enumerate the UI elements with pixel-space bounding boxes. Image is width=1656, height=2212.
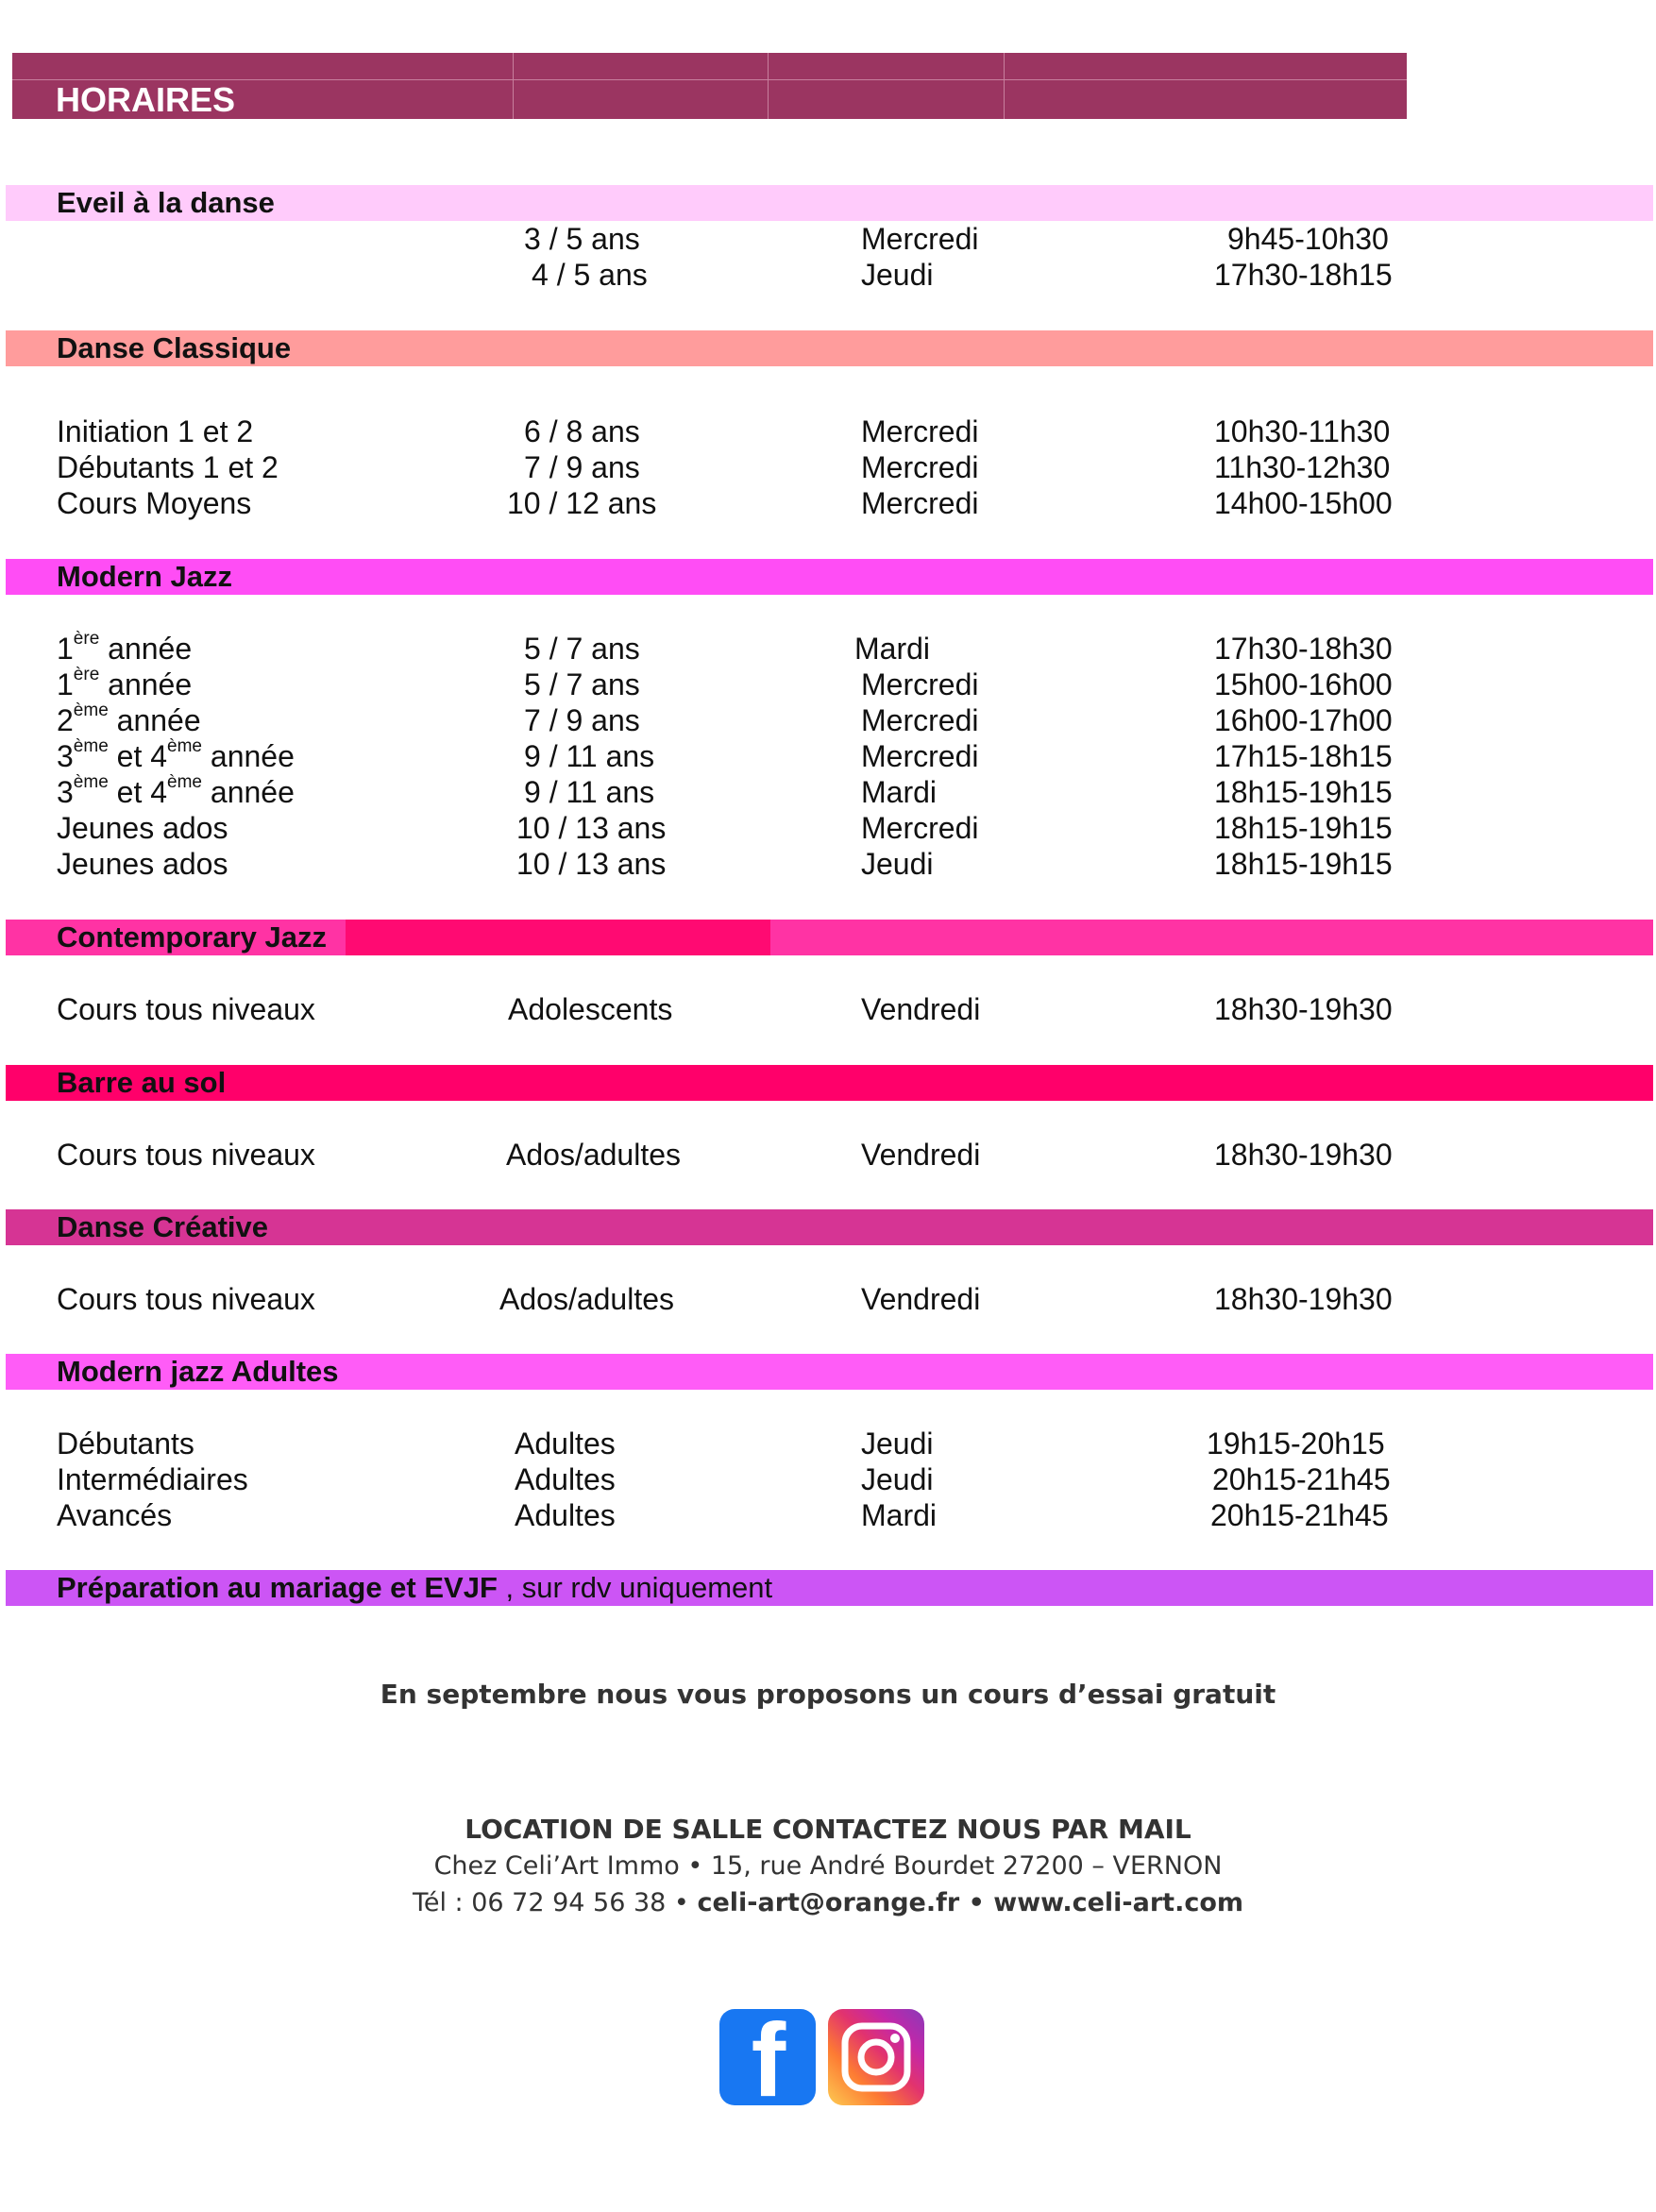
time: 14h00-15h00 [1214,486,1393,520]
schedule-row [0,667,1656,702]
time: 18h15-19h15 [1214,847,1393,881]
schedule-row [0,738,1656,774]
time: 20h15-21h45 [1212,1462,1391,1496]
section-title: Danse Créative [57,1210,269,1243]
course-name: 2ème année [57,701,201,737]
day: Mercredi [861,811,979,845]
address-text: Chez Celi’Art Immo • 15, rue André Bourdet 27200 – VERNON [433,1851,1223,1881]
age-range: 9 / 11 ans [524,775,655,809]
schedule-row [0,702,1656,738]
day: Mercredi [861,739,979,773]
day: Mercredi [861,450,979,484]
schedule-row [0,1137,1656,1173]
schedule-row [0,221,1656,257]
horaires-header-table [12,53,1407,119]
section-title: Barre au sol [57,1066,227,1099]
facebook-icon[interactable] [719,2009,816,2105]
svg-text:f: f [751,2009,786,2105]
contact-line [0,1886,1656,1920]
schedule-row [0,631,1656,667]
course-name: Cours Moyens [57,486,252,520]
section-bar-accent [346,920,770,955]
course-name: Débutants [57,1427,194,1461]
age-range: 6 / 8 ans [524,414,640,448]
course-name: Intermédiaires [57,1462,248,1496]
age-range: 10 / 12 ans [507,486,657,520]
trial-offer-text: En septembre nous vous proposons un cours d’essai gratuit [380,1679,1276,1710]
schedule-row [0,1497,1656,1533]
age-range: Adultes [515,1427,616,1461]
day: Vendredi [861,1138,981,1172]
section-bar-adultes [6,1354,1653,1390]
day: Mercredi [861,414,979,448]
age-range: 7 / 9 ans [524,450,640,484]
schedule-row [0,449,1656,485]
time: 9h45-10h30 [1227,222,1389,256]
age-range: 4 / 5 ans [532,258,648,292]
age-range: Ados/adultes [506,1138,682,1172]
time: 16h00-17h00 [1214,703,1393,737]
day: Mardi [861,1498,938,1532]
schedule-row [0,991,1656,1027]
age-range: Adolescents [508,992,673,1026]
time: 17h30-18h15 [1214,258,1393,292]
location-title: LOCATION DE SALLE CONTACTEZ NOUS PAR MAIL [465,1814,1191,1845]
age-range: 9 / 11 ans [524,739,655,773]
day: Mardi [854,632,931,666]
day: Mercredi [861,667,979,701]
time: 10h30-11h30 [1214,414,1391,448]
instagram-icon[interactable] [828,2009,924,2105]
day: Mercredi [861,703,979,737]
day: Vendredi [861,992,981,1026]
age-range: 10 / 13 ans [516,811,667,845]
schedule-row [0,257,1656,293]
phone-text: Tél : 06 72 94 56 38 • [412,1888,698,1917]
schedule-row [0,1461,1656,1497]
course-name: Initiation 1 et 2 [57,414,254,448]
section-bar-creative [6,1209,1653,1245]
age-range: 10 / 13 ans [516,847,667,881]
schedule-row [0,414,1656,449]
day: Mardi [861,775,938,809]
age-range: 5 / 7 ans [524,667,640,701]
course-name: Cours tous niveaux [57,992,315,1026]
age-range: Adultes [515,1498,616,1532]
section-bar-mariage [6,1570,1653,1606]
schedule-row [0,810,1656,846]
section-bar-classique [6,330,1653,366]
course-name: 1ère année [57,629,193,666]
time: 18h30-19h30 [1214,1138,1393,1172]
section-title: Modern jazz Adultes [57,1355,339,1388]
section-bar-modern-jazz [6,559,1653,595]
age-range: Ados/adultes [499,1282,675,1316]
page-title: HORAIRES [56,80,236,119]
website-link[interactable]: www.celi-art.com [993,1888,1244,1917]
day: Vendredi [861,1282,981,1316]
day: Jeudi [861,1462,934,1496]
time: 17h30-18h30 [1214,632,1393,666]
course-name: 3ème et 4ème année [57,772,295,809]
time: 11h30-12h30 [1214,450,1391,484]
course-name: Cours tous niveaux [57,1138,315,1172]
section-title: Danse Classique [57,331,292,364]
day: Jeudi [861,847,934,881]
section-title: Eveil à la danse [57,186,275,219]
course-name: 1ère année [57,665,193,701]
course-name: 3ème et 4ème année [57,736,295,773]
schedule-row [0,1281,1656,1317]
course-name: Jeunes ados [57,847,228,881]
age-range: Adultes [515,1462,616,1496]
section-title: Modern Jazz [57,560,233,593]
course-name: Cours tous niveaux [57,1282,315,1316]
time: 19h15-20h15 [1207,1427,1385,1461]
course-name: Avancés [57,1498,173,1532]
time: 18h15-19h15 [1214,811,1393,845]
section-bar-barre [6,1065,1653,1101]
separator: • [959,1888,994,1917]
time: 20h15-21h45 [1210,1498,1389,1532]
time: 18h30-19h30 [1214,1282,1393,1316]
section-bar-eveil [6,185,1653,221]
time: 17h15-18h15 [1214,739,1393,773]
time: 18h15-19h15 [1214,775,1393,809]
age-range: 3 / 5 ans [524,222,640,256]
schedule-row [0,774,1656,810]
course-name: Jeunes ados [57,811,228,845]
section-bar-contemporary [6,920,1653,955]
header-cell-divider [513,53,514,119]
age-range: 7 / 9 ans [524,703,640,737]
time: 15h00-16h00 [1214,667,1393,701]
section-title: Contemporary Jazz [57,920,327,954]
header-cell-divider [1004,53,1005,119]
day: Mercredi [861,222,979,256]
day: Jeudi [861,1427,934,1461]
age-range: 5 / 7 ans [524,632,640,666]
schedule-row [0,846,1656,882]
course-name: Débutants 1 et 2 [57,450,279,484]
header-cell-divider [768,53,769,119]
email-link[interactable]: celi-art@orange.fr [697,1888,960,1917]
schedule-row [0,485,1656,521]
day: Mercredi [861,486,979,520]
time: 18h30-19h30 [1214,992,1393,1026]
day: Jeudi [861,258,934,292]
schedule-row [0,1426,1656,1461]
section-title: Préparation au mariage et EVJF , sur rdv uniquement [57,1571,773,1604]
